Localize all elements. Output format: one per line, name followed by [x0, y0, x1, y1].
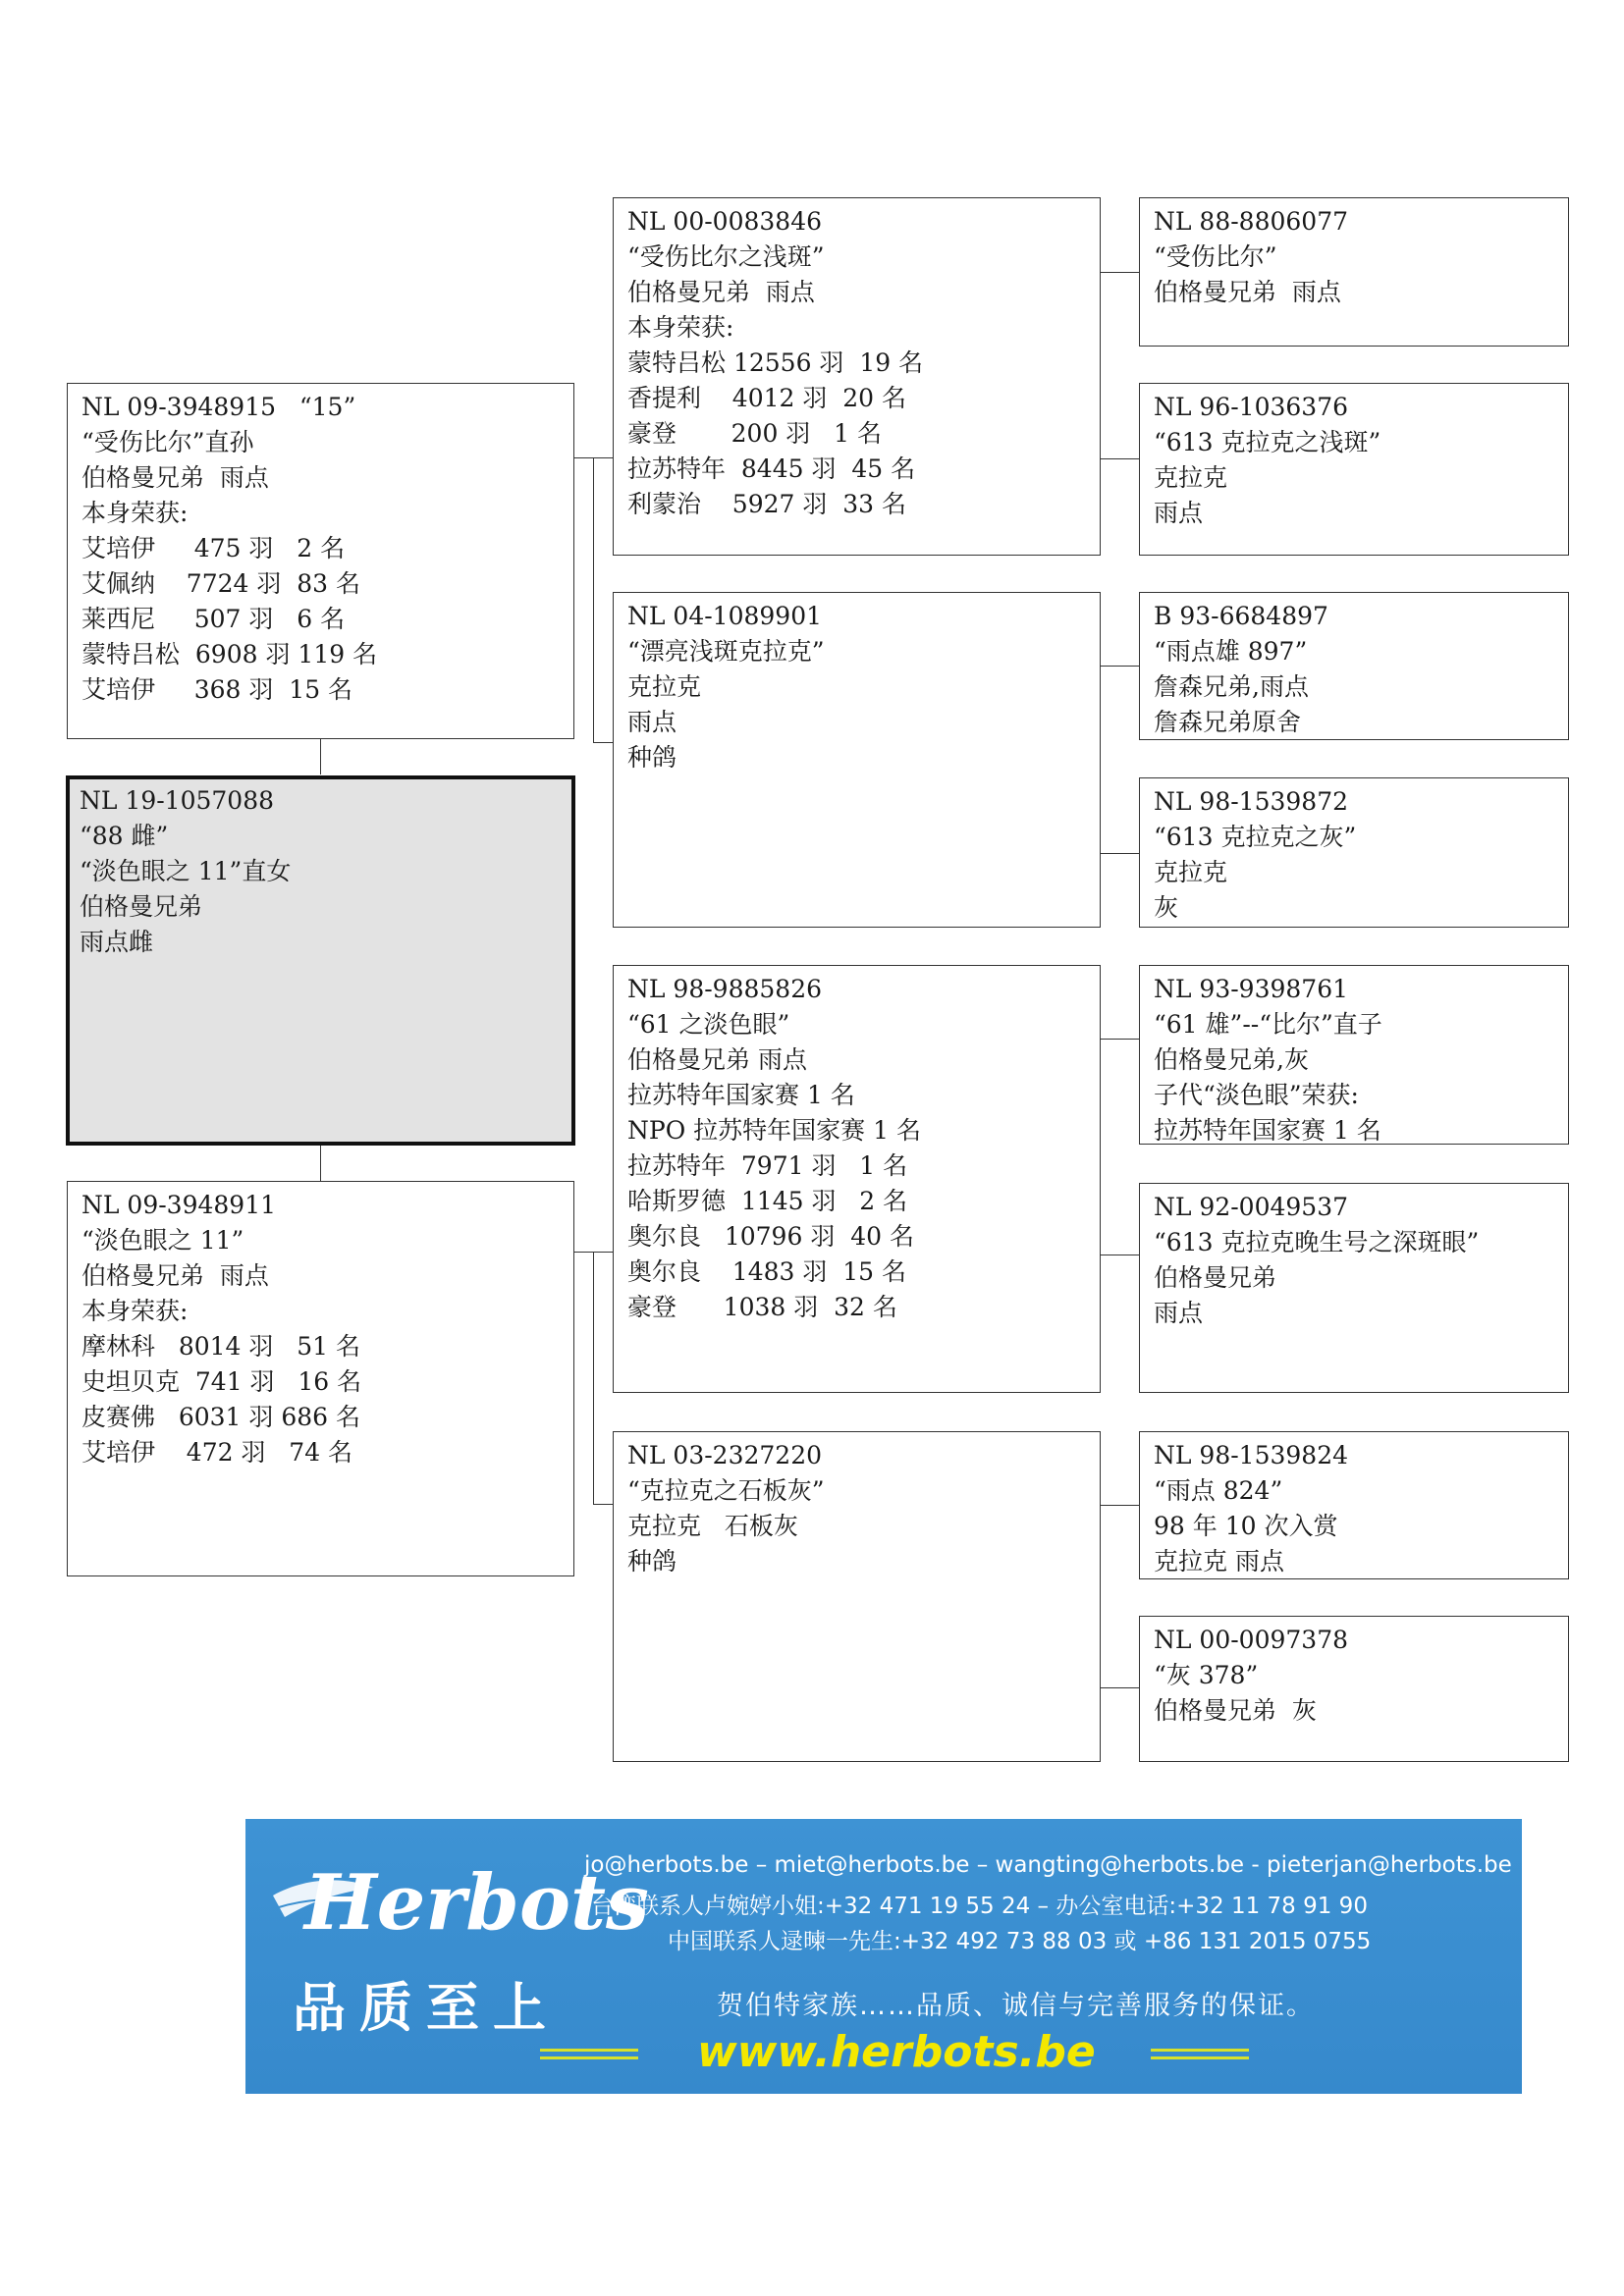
- email-list[interactable]: jo@herbots.be – miet@herbots.be – wangting@herbots.be - pieterjan@herbots.be: [584, 1852, 1512, 1878]
- card-line: “613 克拉克之灰”: [1154, 823, 1357, 851]
- card-line: 雨点: [1154, 1299, 1204, 1327]
- card-line: 种鸽: [627, 743, 677, 772]
- sire-card: [67, 383, 574, 739]
- card-line: NL 09-3948915 “15”: [81, 393, 356, 421]
- subject-to-dam-connector: [320, 1146, 321, 1181]
- card-line: B 93-6684897: [1154, 602, 1328, 630]
- card-line: NL 92-0049537: [1154, 1193, 1349, 1221]
- card-line: 豪登 200 羽 1 名: [627, 419, 882, 448]
- ssd-card: [1139, 383, 1569, 556]
- card-line: NPO 拉苏特年国家赛 1 名: [627, 1116, 921, 1145]
- dd-card: [613, 1431, 1101, 1762]
- card-line: 蒙特吕松 6908 羽 119 名: [81, 640, 378, 668]
- left-decoration: [540, 2049, 638, 2052]
- sdd-card: [1139, 777, 1569, 928]
- card-line: 伯格曼兄弟 灰: [1154, 1696, 1317, 1725]
- ss-connector: [574, 457, 614, 458]
- card-line: 克拉克: [627, 672, 702, 701]
- subject-card: [66, 775, 575, 1146]
- card-line: 雨点雌: [80, 928, 154, 956]
- card-line: NL 00-0097378: [1154, 1626, 1349, 1654]
- card-line: NL 00-0083846: [627, 207, 823, 236]
- card-line: 雨点: [627, 708, 677, 736]
- logo-text: Herbots: [304, 1858, 649, 1948]
- ss-parents-connector: [1100, 272, 1139, 273]
- card-line: 蒙特吕松 12556 羽 19 名: [627, 348, 924, 377]
- card-line: 奥尔良 1483 羽 15 名: [627, 1257, 907, 1286]
- sire-to-subject-connector: [320, 739, 321, 774]
- card-line: 拉苏特年 7971 羽 1 名: [627, 1151, 908, 1180]
- card-line: 本身荣获:: [81, 499, 189, 527]
- right-decoration-2: [1151, 2056, 1249, 2059]
- card-line: “88 雌”: [80, 822, 169, 850]
- card-line: 克拉克: [1154, 858, 1228, 886]
- card-line: 艾佩纳 7724 羽 83 名: [81, 569, 361, 598]
- card-line: 莱西尼 507 羽 6 名: [81, 605, 346, 633]
- card-line: NL 19-1057088: [80, 786, 275, 815]
- card-line: 詹森兄弟,雨点: [1154, 672, 1309, 701]
- dsd-card: [1139, 1183, 1569, 1393]
- ds-card: [613, 965, 1101, 1393]
- card-line: NL 03-2327220: [627, 1441, 823, 1469]
- sd-connector: [593, 742, 614, 743]
- ss-card: [613, 197, 1101, 556]
- china-contact: 中国联系人逯暕一先生:+32 492 73 88 03 或 +86 131 2015 0755: [668, 1929, 1372, 1954]
- card-line: 利蒙治 5927 羽 33 名: [627, 490, 907, 518]
- dam-card: [67, 1181, 574, 1576]
- card-line: NL 88-8806077: [1154, 207, 1349, 236]
- ddd-connector: [1100, 1687, 1139, 1688]
- card-line: NL 98-1539872: [1154, 787, 1349, 816]
- card-line: 98 年 10 次入赏: [1154, 1512, 1338, 1540]
- right-decoration: [1151, 2049, 1249, 2052]
- card-line: “灰 378”: [1154, 1661, 1259, 1689]
- card-line: 香提利 4012 羽 20 名: [627, 384, 907, 412]
- card-line: 摩林科 8014 羽 51 名: [81, 1332, 361, 1361]
- card-line: 克拉克 雨点: [1154, 1547, 1284, 1575]
- card-line: 拉苏特年国家赛 1 名: [1154, 1116, 1381, 1145]
- card-line: 拉苏特年国家赛 1 名: [627, 1081, 855, 1109]
- dd-connector: [593, 1504, 614, 1505]
- card-line: “淡色眼之 11”直女: [80, 857, 292, 885]
- card-line: “613 克拉克晚生号之深斑眼”: [1154, 1228, 1480, 1256]
- card-line: 艾培伊 368 羽 15 名: [81, 675, 353, 704]
- ssd-connector: [1100, 458, 1139, 459]
- card-line: 伯格曼兄弟 雨点: [81, 463, 269, 492]
- card-line: NL 98-9885826: [627, 975, 823, 1003]
- card-line: “受伤比尔之浅斑”: [627, 242, 825, 271]
- card-line: “受伤比尔”直孙: [81, 428, 254, 456]
- dss-card: [1139, 965, 1569, 1145]
- card-line: 奥尔良 10796 羽 40 名: [627, 1222, 914, 1251]
- card-line: 伯格曼兄弟 雨点: [627, 1045, 807, 1074]
- card-line: “613 克拉克之浅斑”: [1154, 428, 1381, 456]
- card-line: 哈斯罗德 1145 羽 2 名: [627, 1187, 908, 1215]
- sds-card: [1139, 592, 1569, 740]
- card-line: “雨点 824”: [1154, 1476, 1283, 1505]
- card-line: “受伤比尔”: [1154, 242, 1277, 271]
- dam-branch: [593, 1252, 594, 1504]
- card-line: “61 雄”--“比尔”直子: [1154, 1010, 1382, 1039]
- card-line: “漂亮浅斑克拉克”: [627, 637, 825, 666]
- card-line: 皮赛佛 6031 羽 686 名: [81, 1403, 361, 1431]
- card-line: 克拉克: [1154, 463, 1228, 492]
- left-decoration-2: [540, 2056, 638, 2059]
- card-line: 詹森兄弟原舍: [1154, 708, 1302, 736]
- taiwan-contact: 台湾联系人卢婉婷小姐:+32 471 19 55 24 – 办公室电话:+32 11 78 91 90: [591, 1894, 1368, 1919]
- card-line: 伯格曼兄弟,灰: [1154, 1045, 1309, 1074]
- card-line: “淡色眼之 11”: [81, 1226, 244, 1255]
- card-line: 艾培伊 475 羽 2 名: [81, 534, 346, 562]
- card-line: 伯格曼兄弟 雨点: [627, 278, 815, 306]
- ds-connector: [574, 1252, 614, 1253]
- card-line: 雨点: [1154, 499, 1204, 527]
- card-line: NL 09-3948911: [81, 1191, 277, 1219]
- dds-card: [1139, 1431, 1569, 1579]
- sd-parents-connector: [1100, 666, 1139, 667]
- ds-parents-connector: [1100, 1039, 1139, 1040]
- ddd-card: [1139, 1616, 1569, 1762]
- sire-branch: [593, 457, 594, 742]
- card-line: 拉苏特年 8445 羽 45 名: [627, 454, 916, 483]
- card-line: 克拉克 石板灰: [627, 1512, 798, 1540]
- card-line: 子代“淡色眼”荣获:: [1154, 1081, 1359, 1109]
- card-line: 伯格曼兄弟: [80, 892, 203, 921]
- card-line: 史坦贝克 741 羽 16 名: [81, 1367, 362, 1396]
- dd-parents-connector: [1100, 1505, 1139, 1506]
- website-link[interactable]: www.herbots.be: [697, 2027, 1096, 2077]
- card-line: 种鸽: [627, 1547, 677, 1575]
- card-line: 本身荣获:: [627, 313, 734, 342]
- card-line: 伯格曼兄弟 雨点: [81, 1261, 269, 1290]
- card-line: 豪登 1038 羽 32 名: [627, 1293, 897, 1321]
- tagline: 贺伯特家族……品质、诚信与完善服务的保证。: [717, 1991, 1315, 2021]
- sd-card: [613, 592, 1101, 928]
- sss-card: [1139, 197, 1569, 347]
- card-line: NL 04-1089901: [627, 602, 823, 630]
- card-line: 本身荣获:: [81, 1297, 189, 1325]
- card-line: 艾培伊 472 羽 74 名: [81, 1438, 353, 1467]
- card-line: “61 之淡色眼”: [627, 1010, 790, 1039]
- card-line: 伯格曼兄弟 雨点: [1154, 278, 1341, 306]
- card-line: NL 93-9398761: [1154, 975, 1349, 1003]
- sdd-connector: [1100, 853, 1139, 854]
- card-line: 灰: [1154, 893, 1179, 922]
- card-line: “克拉克之石板灰”: [627, 1476, 825, 1505]
- slogan: 品质至上: [293, 1977, 560, 2039]
- herbots-banner: [245, 1819, 1522, 2094]
- card-line: “雨点雄 897”: [1154, 637, 1308, 666]
- card-line: NL 98-1539824: [1154, 1441, 1349, 1469]
- card-line: NL 96-1036376: [1154, 393, 1349, 421]
- card-line: 伯格曼兄弟: [1154, 1263, 1277, 1292]
